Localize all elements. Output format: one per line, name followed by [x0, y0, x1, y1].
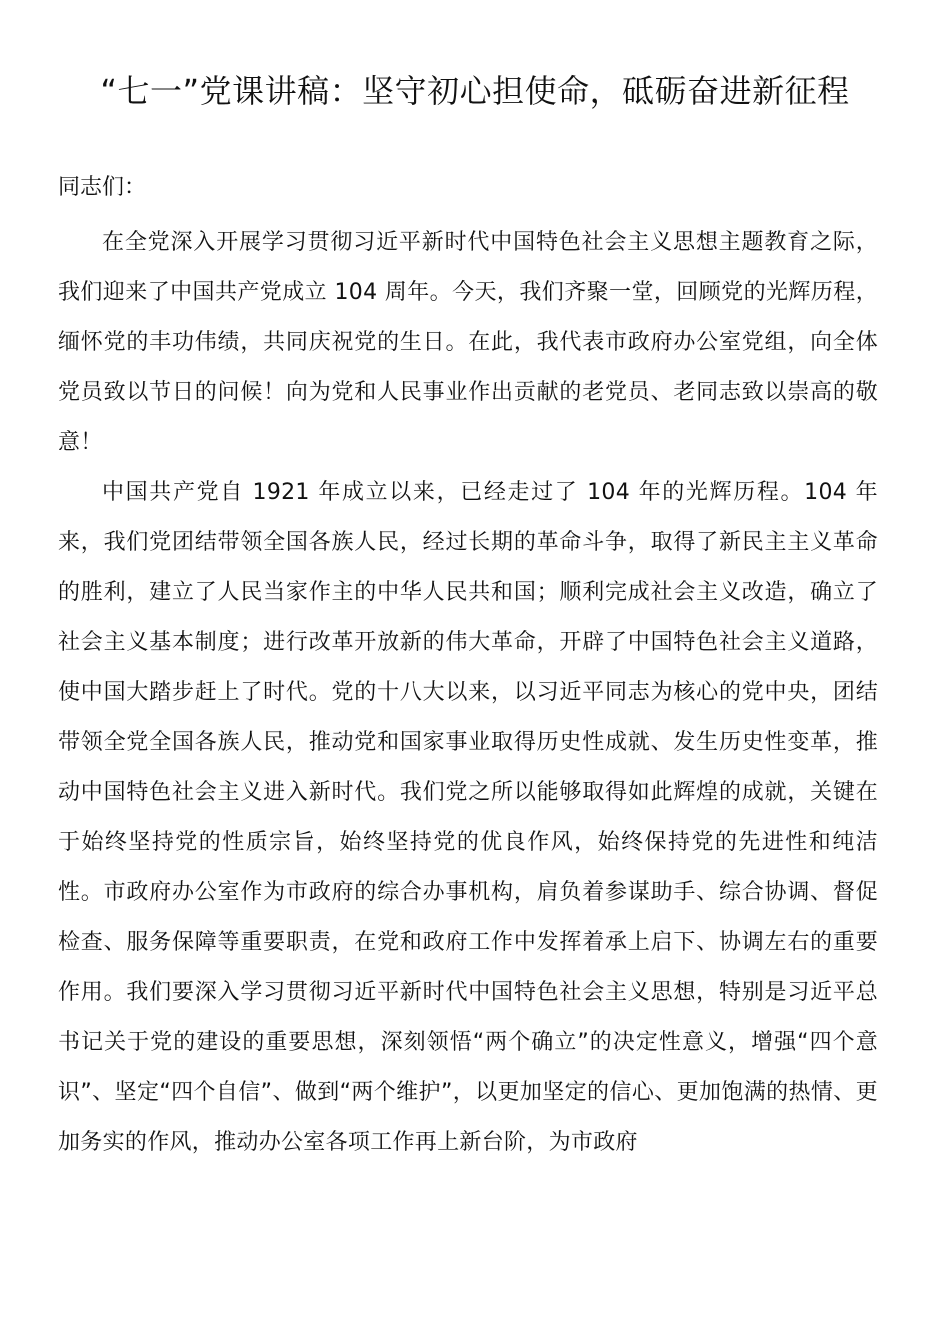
document-page	[58, 0, 878, 1155]
paragraph-2: 中国共产党自 1921 年成立以来，已经走过了 104 年的光辉历程。104 年来，我们党团结带领全国各族人民，经过长期的革命斗争，取得了新民主主义革命的胜利，建立了人民当家作主的中华人民共和国；顺利完成社会主义改造，确立了社会主义基本制度；进行改革开放新的伟大革命，开辟了中国特色社会主义道路，使中国大踏步赶上了时代。党的十八大以来，以习近平同志为核心的党中央，团结带领全党全国各族人民，推动党和国家事业取得历史性成就、发生历史性变革，推动中国特色社会主义进入新时代。我们党之所以能够取得如此辉煌的成就，关键在于始终坚持党的性质宗旨，始终坚持党的优良作风，始终保持党的先进性和纯洁性。市政府办公室作为市政府的综合办事机构，肩负着参谋助手、综合协调、督促检查、服务保障等重要职责，在党和政府工作中发挥着承上启下、协调左右的重要作用。我们要深入学习贯彻习近平新时代中国特色社会主义思想，特别是习近平总书记关于党的建设的重要思想，深刻领悟“两个确立”的决定性意义，增强“四个意识”、坚定“四个自信”、做到“两个维护”，以更加坚定的信心、更加饱满的热情、更加务实的作风，推动办公室各项工作再上新台阶，为市政府	[58, 480, 878, 1155]
salutation: 同志们：	[58, 175, 147, 200]
paragraph-1: 在全党深入开展学习贯彻习近平新时代中国特色社会主义思想主题教育之际，我们迎来了中国共产党成立 104 周年。今天，我们齐聚一堂，回顾党的光辉历程，缅怀党的丰功伟绩，共同庆祝党的生日。在此，我代表市政府办公室党组，向全体党员致以节日的问候！向为党和人民事业作出贡献的老党员、老同志致以崇高的敬意！	[58, 230, 878, 455]
document-title: “七一”党课讲稿：坚守初心担使命，砥砺奋进新征程	[100, 72, 850, 110]
document-body	[58, 218, 878, 1168]
